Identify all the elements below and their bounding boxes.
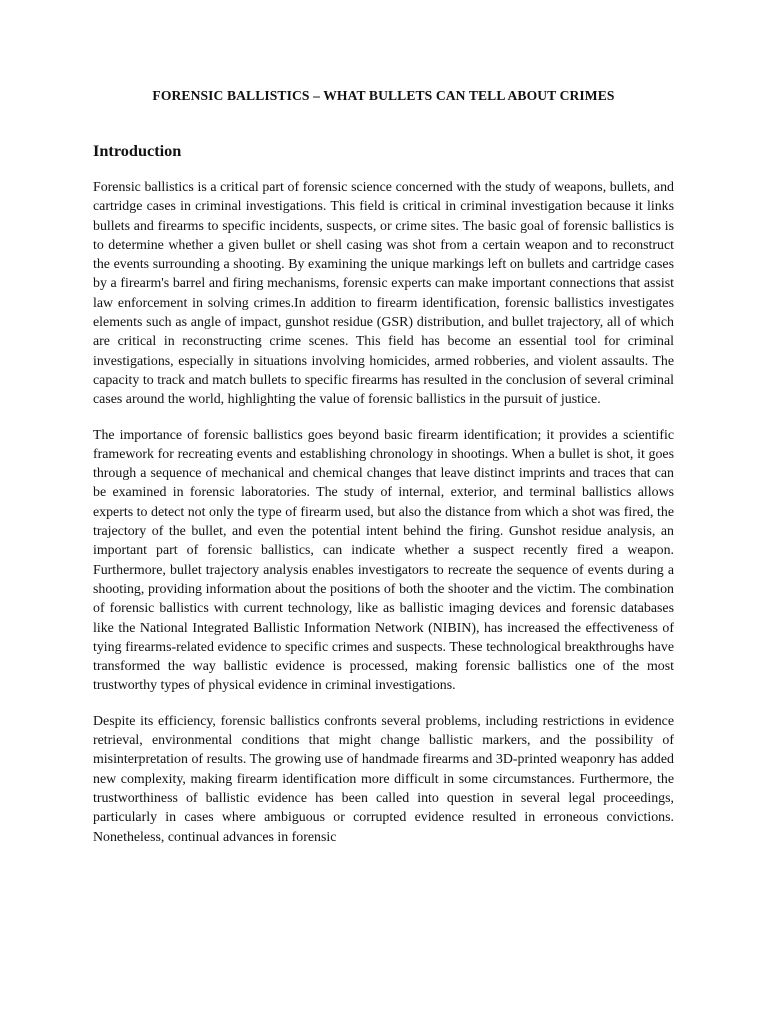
section-heading-introduction: Introduction (93, 141, 182, 160)
paragraph-3: Despite its efficiency, forensic ballistics confronts several problems, including restrictions in evidence retrieval, environmental conditions that might change ballistic markers, and the possibility of misinterpretation of results. The growing use of handmade firearms and 3D-printed weaponry has added new complexity, making firearm identification more difficult in some circumstances. Furthermore, the trustworthiness of ballistic evidence has been called into question in several legal proceedings, particularly in cases where ambiguous or corrupted evidence resulted in erroneous convictions. Nonetheless, continual advances in forensic (93, 713, 674, 845)
paragraph-2: The importance of forensic ballistics goes beyond basic firearm identification; it provides a scientific framework for recreating events and establishing chronology in shootings. When a bullet is shot, it goes through a sequence of mechanical and chemical changes that leave distinct imprints and traces that can be examined in forensic laboratories. The study of internal, exterior, and terminal ballistics allows experts to detect not only the type of firearm used, but also the distance from which a shot was fired, the trajectory of the bullet, and even the potential intent behind the firing. Gunshot residue analysis, an important part of forensic ballistics, can indicate whether a suspect recently fired a weapon. Furthermore, bullet trajectory analysis enables investigators to recreate the sequence of events during a shooting, providing information about the positions of both the shooter and the victim. The combination of forensic ballistics with current technology, like as ballistic imaging devices and forensic databases like the National Integrated Ballistic Information Network (NIBIN), has increased the effectiveness of tying firearms-related evidence to specific crimes and suspects. These technological breakthroughs have transformed the way ballistic evidence is processed, making forensic ballistics one of the most trustworthy types of physical evidence in criminal investigations. (93, 427, 674, 694)
paragraph-1: Forensic ballistics is a critical part of forensic science concerned with the study of weapons, bullets, and cartridge cases in criminal investigations. This field is critical in criminal investigation because it links bullets and firearms to specific incidents, suspects, or crime sites. The basic goal of forensic ballistics is to determine whether a given bullet or shell casing was shot from a certain weapon and to reconstruct the events surrounding a shooting. By examining the unique markings left on bullets and cartridge cases by a firearm's barrel and firing mechanisms, forensic experts can make important connections that assist law enforcement in solving crimes.In addition to firearm identification, forensic ballistics investigates elements such as angle of impact, gunshot residue (GSR) distribution, and bullet trajectory, all of which are critical in reconstructing crime scenes. This field has become an essential tool for criminal investigations, especially in situations involving homicides, armed robberies, and violent assaults. The capacity to track and match bullets to specific firearms has resulted in the conclusion of several criminal cases around the world, highlighting the value of forensic ballistics in the pursuit of justice. (93, 180, 674, 408)
document-title: FORENSIC BALLISTICS – WHAT BULLETS CAN TELL ABOUT CRIMES (152, 88, 615, 103)
